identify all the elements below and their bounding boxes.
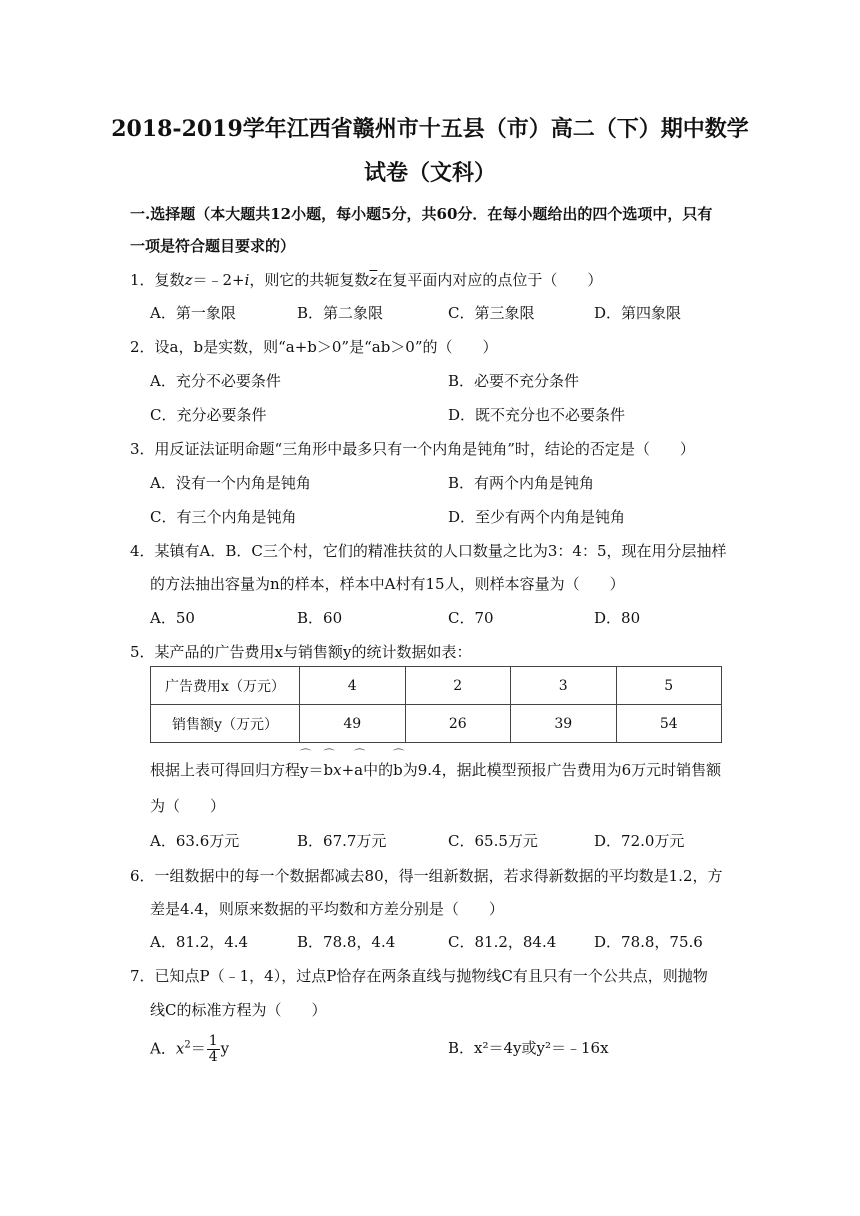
- table-cell: 2: [405, 667, 511, 705]
- y-hat: ⌒ y: [300, 760, 308, 780]
- question-4-option-c: C．70: [448, 609, 494, 627]
- question-1-option-a: A．第一象限: [150, 304, 236, 322]
- question-2-option-b: B．必要不充分条件: [448, 372, 580, 390]
- question-4-stem-line2: 的方法抽出容量为n的样本，样本中A村有15人，则样本容量为（ ）: [150, 575, 625, 593]
- question-5-option-b: B．67.7万元: [297, 832, 387, 850]
- question-6-stem-line1: 6．一组数据中的每一个数据都减去80，得一组新数据，若求得新数据的平均数是1.2，方: [130, 867, 723, 885]
- exam-title-line1: 2018-2019学年江西省赣州市十五县（市）高二（下）期中数学: [111, 116, 749, 142]
- question-2-option-c: C．充分必要条件: [150, 406, 267, 424]
- question-3-stem: 3．用反证法证明命题“三角形中最多只有一个内角是钝角”时，结论的否定是（ ）: [130, 440, 695, 458]
- table-cell: 49: [300, 705, 406, 743]
- table-row: [151, 705, 722, 743]
- conjugate-z: $\overline{z}$: [369, 271, 378, 289]
- table-cell: 4: [300, 667, 406, 705]
- table-cell: 广告费用x（万元）: [151, 667, 300, 705]
- a-hat: ⌒ a: [354, 760, 363, 780]
- question-6-option-b: B．78.8，4.4: [297, 933, 396, 951]
- table-cell: 39: [511, 705, 617, 743]
- question-5-option-c: C．65.5万元: [448, 832, 538, 850]
- question-3-option-a: A．没有一个内角是钝角: [150, 474, 311, 492]
- b-hat: ⌒ b: [393, 760, 403, 780]
- table-row: [151, 667, 722, 705]
- question-6-option-d: D．78.8，75.6: [594, 933, 703, 951]
- ad-sales-table: [150, 666, 722, 743]
- table-cell: 销售额y（万元）: [151, 705, 300, 743]
- question-1-option-b: B．第二象限: [297, 304, 384, 322]
- question-4-stem-line1: 4．某镇有A．B．C三个村，它们的精准扶贫的人口数量之比为3：4：5，现在用分层抽样: [130, 542, 727, 560]
- question-1-option-c: C．第三象限: [448, 304, 535, 322]
- question-7-stem-line2: 线C的标准方程为（ ）: [150, 1001, 327, 1019]
- question-3-option-c: C．有三个内角是钝角: [150, 508, 297, 526]
- fraction-one-quarter: $\frac{1}{4}$: [208, 1033, 218, 1065]
- table-cell: 5: [616, 667, 722, 705]
- question-2-stem: 2．设a，b是实数，则“a+b＞0”是“ab＞0”的（ ）: [130, 338, 498, 356]
- question-7-option-b: B．x²＝4y或y²＝﹣16x: [448, 1039, 609, 1057]
- exam-title-line2: 试卷（文科）: [363, 160, 496, 186]
- section-heading-line2: 一项是符合题目要求的）: [130, 237, 296, 255]
- table-cell: 26: [405, 705, 511, 743]
- question-6-option-a: A．81.2，4.4: [150, 933, 249, 951]
- question-7-option-a: A．$x^2=$ $\frac{1}{4}$ y: [150, 1033, 230, 1065]
- question-7-stem-line1: 7．已知点P（﹣1，4），过点P恰存在两条直线与抛物线C有且只有一个公共点，则抛物: [130, 967, 708, 985]
- question-4-option-a: A．50: [150, 609, 195, 627]
- question-6-stem-line2: 差是4.4，则原来数据的平均数和方差分别是（ ）: [150, 900, 504, 918]
- question-number: 1．: [130, 271, 155, 289]
- question-2-option-a: A．充分不必要条件: [150, 372, 281, 390]
- question-1-option-d: D．第四象限: [594, 304, 682, 322]
- question-2-option-d: D．既不充分也不必要条件: [448, 406, 626, 424]
- question-5-option-d: D．72.0万元: [594, 832, 685, 850]
- b-hat: ⌒ b: [324, 760, 334, 780]
- section-heading-line1: 一.选择题（本大题共12小题，每小题5分，共60分．在每小题给出的四个选项中，只有: [130, 205, 713, 223]
- question-4-option-b: B．60: [297, 609, 343, 627]
- question-5-stem-end: 为（ ）: [150, 797, 226, 815]
- question-5-stem: 5．某产品的广告费用x与销售额y的统计数据如表：: [130, 643, 472, 661]
- table-cell: 3: [511, 667, 617, 705]
- question-3-option-b: B．有两个内角是钝角: [448, 474, 595, 492]
- question-5-regression-line: 根据上表可得回归方程⌒ y＝⌒ bx+⌒ a中的⌒ b为9.4，据此模型预报广告费用为6万元时销售额: [150, 760, 750, 780]
- question-5-option-a: A．63.6万元: [150, 832, 240, 850]
- table-cell: 54: [616, 705, 722, 743]
- question-1-stem: 1．复数z＝﹣2+i，则它的共轭复数$\overline{z}$在复平面内对应的点位于（ ）: [130, 271, 603, 289]
- question-3-option-d: D．至少有两个内角是钝角: [448, 508, 626, 526]
- question-4-option-d: D．80: [594, 609, 641, 627]
- question-6-option-c: C．81.2，84.4: [448, 933, 557, 951]
